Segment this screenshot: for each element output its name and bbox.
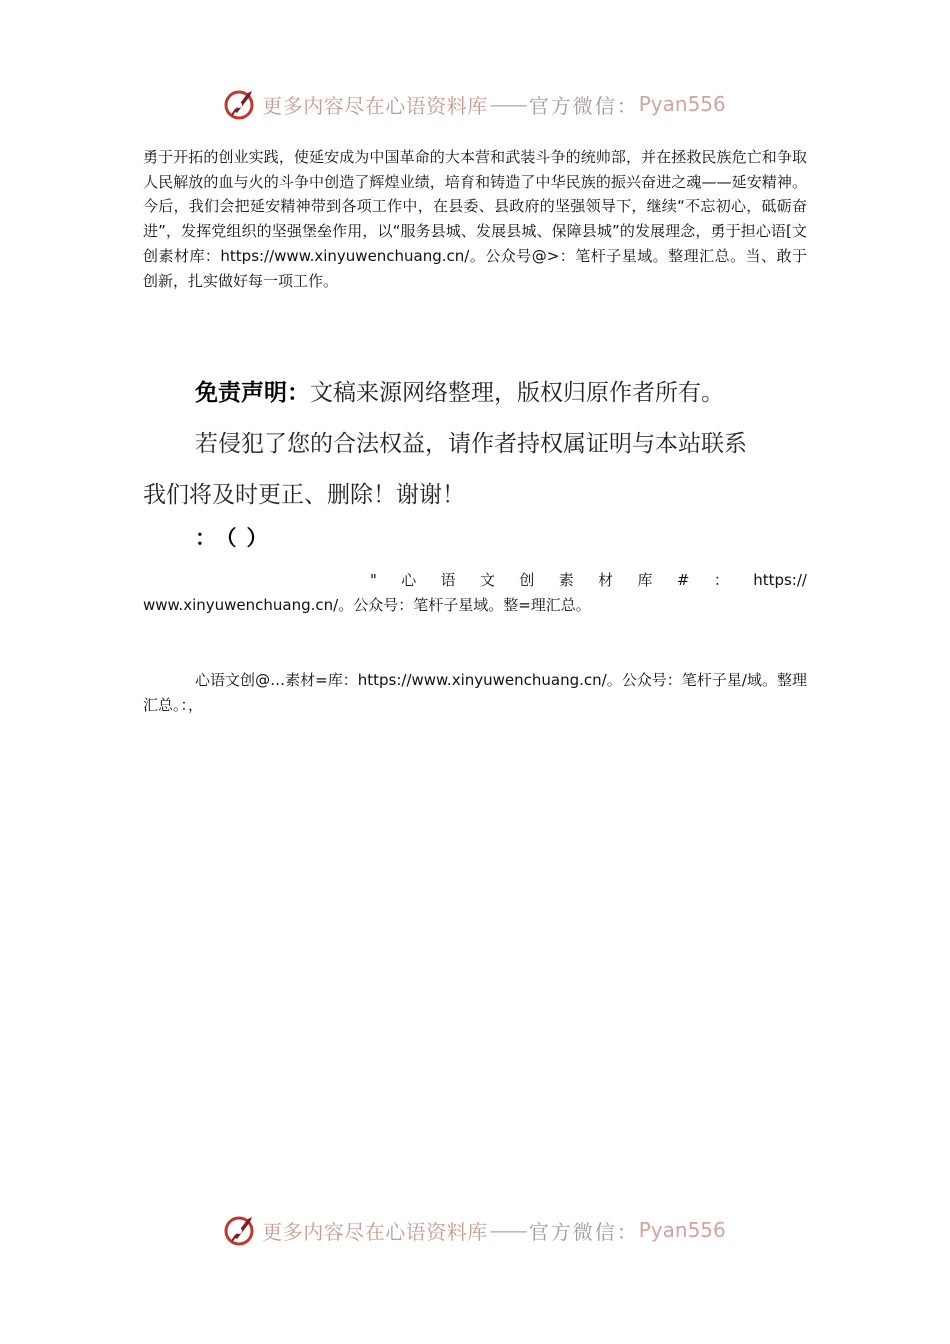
source-char: " [370, 571, 377, 589]
source-char: 库 [637, 571, 653, 589]
banner-text: 更多内容尽在心语资料库 [262, 1219, 488, 1244]
main-paragraph: 勇于开拓的创业实践，使延安成为中国革命的大本营和武装斗争的统帅部，并在拯救民族危亡和争取人民解放的血与火的斗争中创造了辉煌业绩，培育和铸造了中华民族的振兴奋进之魂——延安精神。今后，我们会把延安精神带到各项工作中，在县委、县政府的坚强领导下，继续“不忘初心，砥砺奋进”，发挥党组织的坚强堡垒作用，以“服务县城、发展县城、保障县城”的发展理念，勇于担心语[文创素材库：https://www.xinyuwenchuang.cn/。公众号@>：笔杆子星域。整理汇总。当、敢于创新，扎实做好每一项工作。 [143, 148, 807, 290]
header-banner [0, 82, 950, 126]
source-char: 文 [480, 571, 496, 589]
paren-line: ：（） [195, 526, 278, 550]
banner-wechat-label: 官方微信： [528, 1219, 639, 1244]
banner-wechat-id: Pyan556 [638, 1218, 726, 1242]
disclaimer [143, 368, 807, 521]
banner-wechat-id: Pyan556 [638, 92, 726, 116]
banner-text: 更多内容尽在心语资料库 [262, 93, 488, 118]
banner-dash: —— [489, 92, 526, 116]
disclaimer-line-2: 若侵犯了您的合法权益，请作者持权属证明与本站联系 [195, 431, 747, 457]
source-line-spread [143, 568, 807, 593]
disclaimer-line-1-text: 文稿来源网络整理，版权归原作者所有。 [310, 380, 724, 406]
source-line-continuation: www.xinyuwenchuang.cn/。公众号：笔杆子星域。整=理汇总。 [143, 595, 591, 614]
source-line [143, 568, 807, 617]
footer-banner [0, 1208, 950, 1252]
disclaimer-line-3: 我们将及时更正、删除！谢谢！ [143, 482, 465, 508]
source-char: 创 [519, 571, 535, 589]
quill-logo-icon [224, 1213, 258, 1247]
disclaimer-label: 免责声明： [195, 380, 310, 406]
banner-wechat-label: 官方微信： [528, 93, 639, 118]
quill-logo-icon [224, 87, 258, 121]
disclaimer-line-1 [143, 368, 807, 419]
source-char: 材 [598, 571, 614, 589]
banner-dash: —— [489, 1218, 526, 1242]
source-char: 语 [440, 571, 456, 589]
source-char: https:// [753, 571, 807, 589]
source-char: # [676, 571, 690, 589]
source-char: 心 [401, 571, 417, 589]
source-char: ： [713, 571, 729, 589]
source-char: 素 [558, 571, 574, 589]
last-paragraph: 心语文创@…素材=库：https://www.xinyuwenchuang.cn/。公众号：笔杆子星/域。整理汇总。：， [143, 671, 807, 714]
